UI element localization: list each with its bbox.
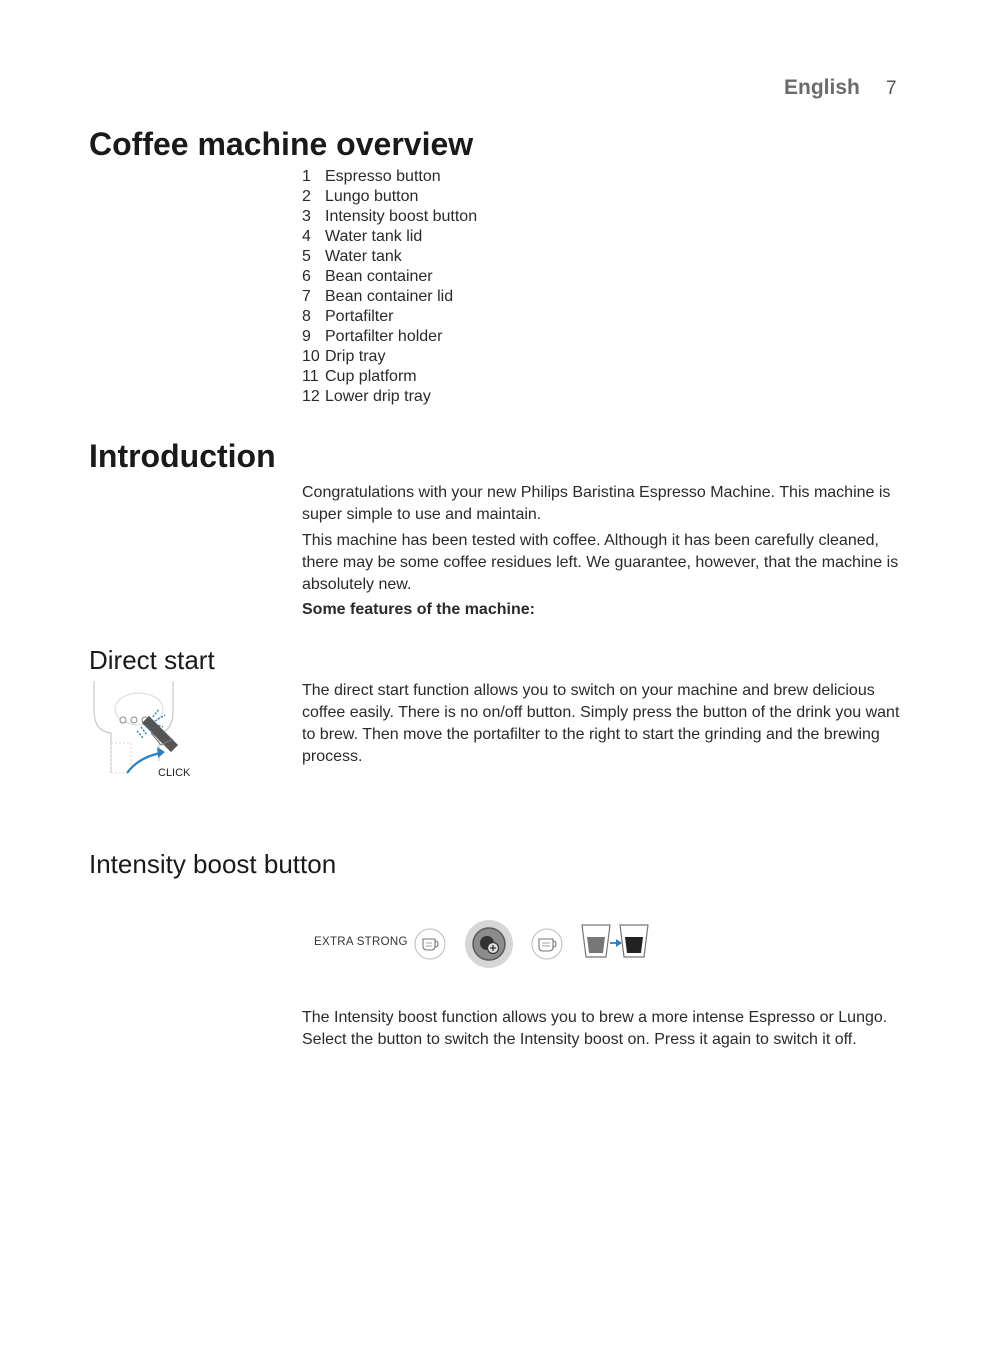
list-item: 12 Lower drip tray bbox=[302, 388, 431, 405]
extra-strong-label: EXTRA STRONG bbox=[314, 936, 408, 948]
intro-paragraph-1: Congratulations with your new Philips Baristina Espresso Machine. This machine is super simple to use and maintain. bbox=[302, 484, 891, 523]
list-item: 4 Water tank lid bbox=[302, 228, 423, 245]
features-label: Some features of the machine: bbox=[302, 601, 535, 618]
click-label: CLICK bbox=[158, 767, 191, 779]
page-number: 7 bbox=[886, 78, 897, 99]
intensity-boost-title: Intensity boost button bbox=[89, 849, 337, 879]
introduction-title: Introduction bbox=[89, 438, 276, 474]
list-item: 8 Portafilter bbox=[302, 308, 394, 325]
list-item: 5 Water tank bbox=[302, 248, 402, 265]
list-item: 9 Portafilter holder bbox=[302, 328, 443, 345]
direct-start-text: The direct start function allows you to switch on your machine and brew delicious coffee easily. There is no on/off button. Simply press the button of the drink you want to brew. Then move the portafilter to the right to start the grinding and the brewing process. bbox=[302, 682, 900, 765]
direct-start-title: Direct start bbox=[89, 645, 215, 675]
list-item: 6 Bean container bbox=[302, 268, 433, 285]
intro-paragraph-2: This machine has been tested with coffee. Although it has been carefully cleaned, there may be some coffee residues left. We guarantee, however, that the machine is absolutely new. bbox=[302, 532, 899, 593]
list-item: 7 Bean container lid bbox=[302, 288, 454, 305]
parts-list bbox=[302, 167, 477, 407]
list-item: 1 Espresso button bbox=[302, 168, 441, 185]
intensity-boost-text: The Intensity boost function allows you to brew a more intense Espresso or Lungo. Select the button to switch the Intensity boost on. Press it again to switch it off. bbox=[302, 1009, 888, 1048]
direct-start-illustration bbox=[89, 681, 219, 781]
list-item: 11 Cup platform bbox=[302, 368, 417, 385]
list-item: 3 Intensity boost button bbox=[302, 208, 478, 225]
list-item: 2 Lungo button bbox=[302, 188, 419, 205]
list-item: 10 Drip tray bbox=[302, 348, 386, 365]
header-language: English bbox=[784, 76, 860, 99]
overview-title: Coffee machine overview bbox=[89, 126, 474, 162]
